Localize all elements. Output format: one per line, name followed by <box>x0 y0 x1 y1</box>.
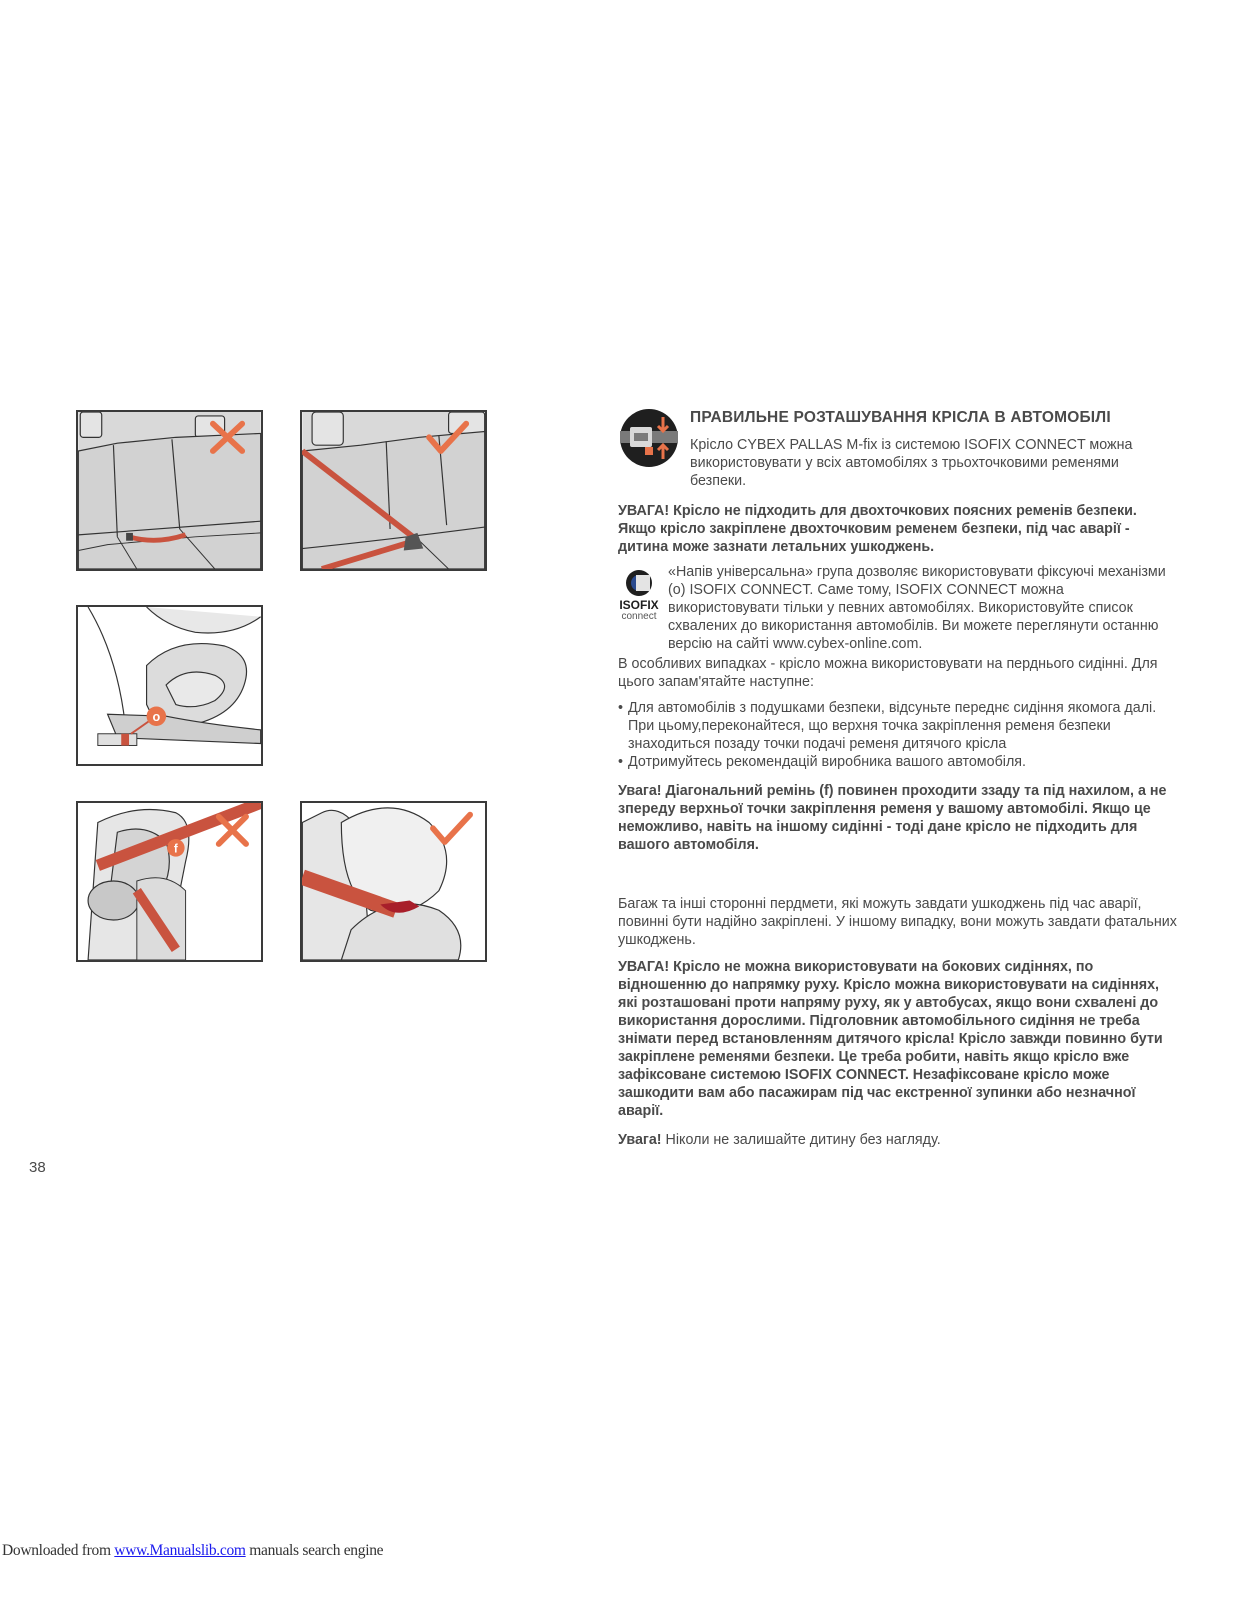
manualslib-link[interactable]: www.Manualslib.com <box>114 1542 246 1559</box>
final-warning-text: Ніколи не залишайте дитину без нагляду. <box>661 1132 941 1148</box>
special-case-text: В особливих випадках - крісло можна використовувати на перднього сидінні. Для цього запам'ятайте наступне: <box>618 656 1158 690</box>
isofix-logo-word: ISOFIX <box>619 598 659 612</box>
label-f: f <box>173 842 178 856</box>
footer <box>2 1542 383 1560</box>
warning-diagonal-belt: Увага! Діагональний ремінь (f) повинен проходити ззаду та під нахилом, а не зпереду верхньої точки закріплення ременя у вашому автомобілі. Якщо це неможливо, навіть на іншому сидінні - тоді дане крісло не підходить для вашого автомобіля. <box>618 783 1167 853</box>
figure-3point-belt-right <box>300 410 487 571</box>
final-warning-label: Увага! <box>618 1132 662 1148</box>
warning-two-point-belt: УВАГА! Крісло не підходить для двохточкових поясних ременів безпеки. Якщо крісло закріплене двохточковим ременем безпеки, під час аварії - дитина може зазнати летальних ушкоджень. <box>618 503 1137 555</box>
final-warning <box>618 1131 1178 1149</box>
label-o: o <box>152 710 161 725</box>
isofix-illustration <box>78 607 261 764</box>
figure-lap-belt-wrong <box>76 410 263 571</box>
footer-suffix: manuals search engine <box>245 1542 384 1559</box>
isofix-connect-logo <box>616 569 662 625</box>
three-point-belt-illustration <box>302 412 485 569</box>
figure-diagonal-belt-right <box>300 801 487 962</box>
isofix-logo-sub: connect <box>621 611 657 622</box>
bullet-list <box>618 699 1178 771</box>
figure-isofix-connector <box>76 605 263 766</box>
isofix-paragraph: «Напів універсальна» група дозволяє використовувати фіксуючі механізми (о) ISOFIX CONNECT. Саме тому, ISOFIX CONNECT можна використовувати тільки у певних автомобілях. Використовуйте список схвалених до використання автомобілів. Ви можете переглянути останню версію на сайті www.cybex-online.com. <box>668 564 1166 652</box>
figure-diagonal-belt-wrong <box>76 801 263 962</box>
intro-text: Крісло CYBEX PALLAS M-fix із системою ISOFIX CONNECT можна використовувати у всіх автомобілях з трьохточковими ременями безпеки. <box>690 437 1133 489</box>
footer-prefix: Downloaded from <box>2 1542 115 1559</box>
luggage-text: Багаж та інші сторонні пердмети, які можуть завдати ушкоджень під час аварії, повинні бути надійно закріплені. У іншому випадку, вони можуть завдати фатальних ушкоджень. <box>618 896 1177 948</box>
lap-belt-illustration <box>78 412 261 569</box>
isofix-text <box>668 563 1178 653</box>
seat-belt-badge-icon <box>620 409 678 467</box>
list-item: • Дотримуйтесь рекомендацій виробника вашого автомобіля. <box>618 753 1178 771</box>
warning-side-seats: УВАГА! Крісло не можна використовувати на бокових сидіннях, по відношенню до напрямку руху. Крісло можна використовувати на сидіннях, які розташовані проти напряму руху, як у автобусах, якщо вони схвалені до використання дорослими. Підголовник автомобільного сидіння не треба знімати перед встановленням дитячого крісла! Крісло завжди повинно бути закріплене ременями безпеки. Це треба робити, навіть якщо крісло вже зафіксоване системою ISOFIX CONNECT. Незафіксоване крісло може зашкодити вам або пасажирам під час екстренної зупинки або незначної аварії. <box>618 959 1163 1119</box>
section-title: ПРАВИЛЬНЕ РОЗТАШУВАННЯ КРІСЛА В АВТОМОБІЛІ <box>690 409 1111 426</box>
diagonal-belt-wrong-illustration <box>78 803 261 960</box>
list-item: • Для автомобілів з подушками безпеки, відсуньте переднє сидіння якомога далі. При цьому,переконайтеся, що верхня точка закріплення ременя безпеки знаходиться позаду точки подачі ременя дитячого крісла <box>618 699 1178 753</box>
diagonal-belt-right-illustration <box>302 803 485 960</box>
page-number: 38 <box>29 1159 46 1176</box>
